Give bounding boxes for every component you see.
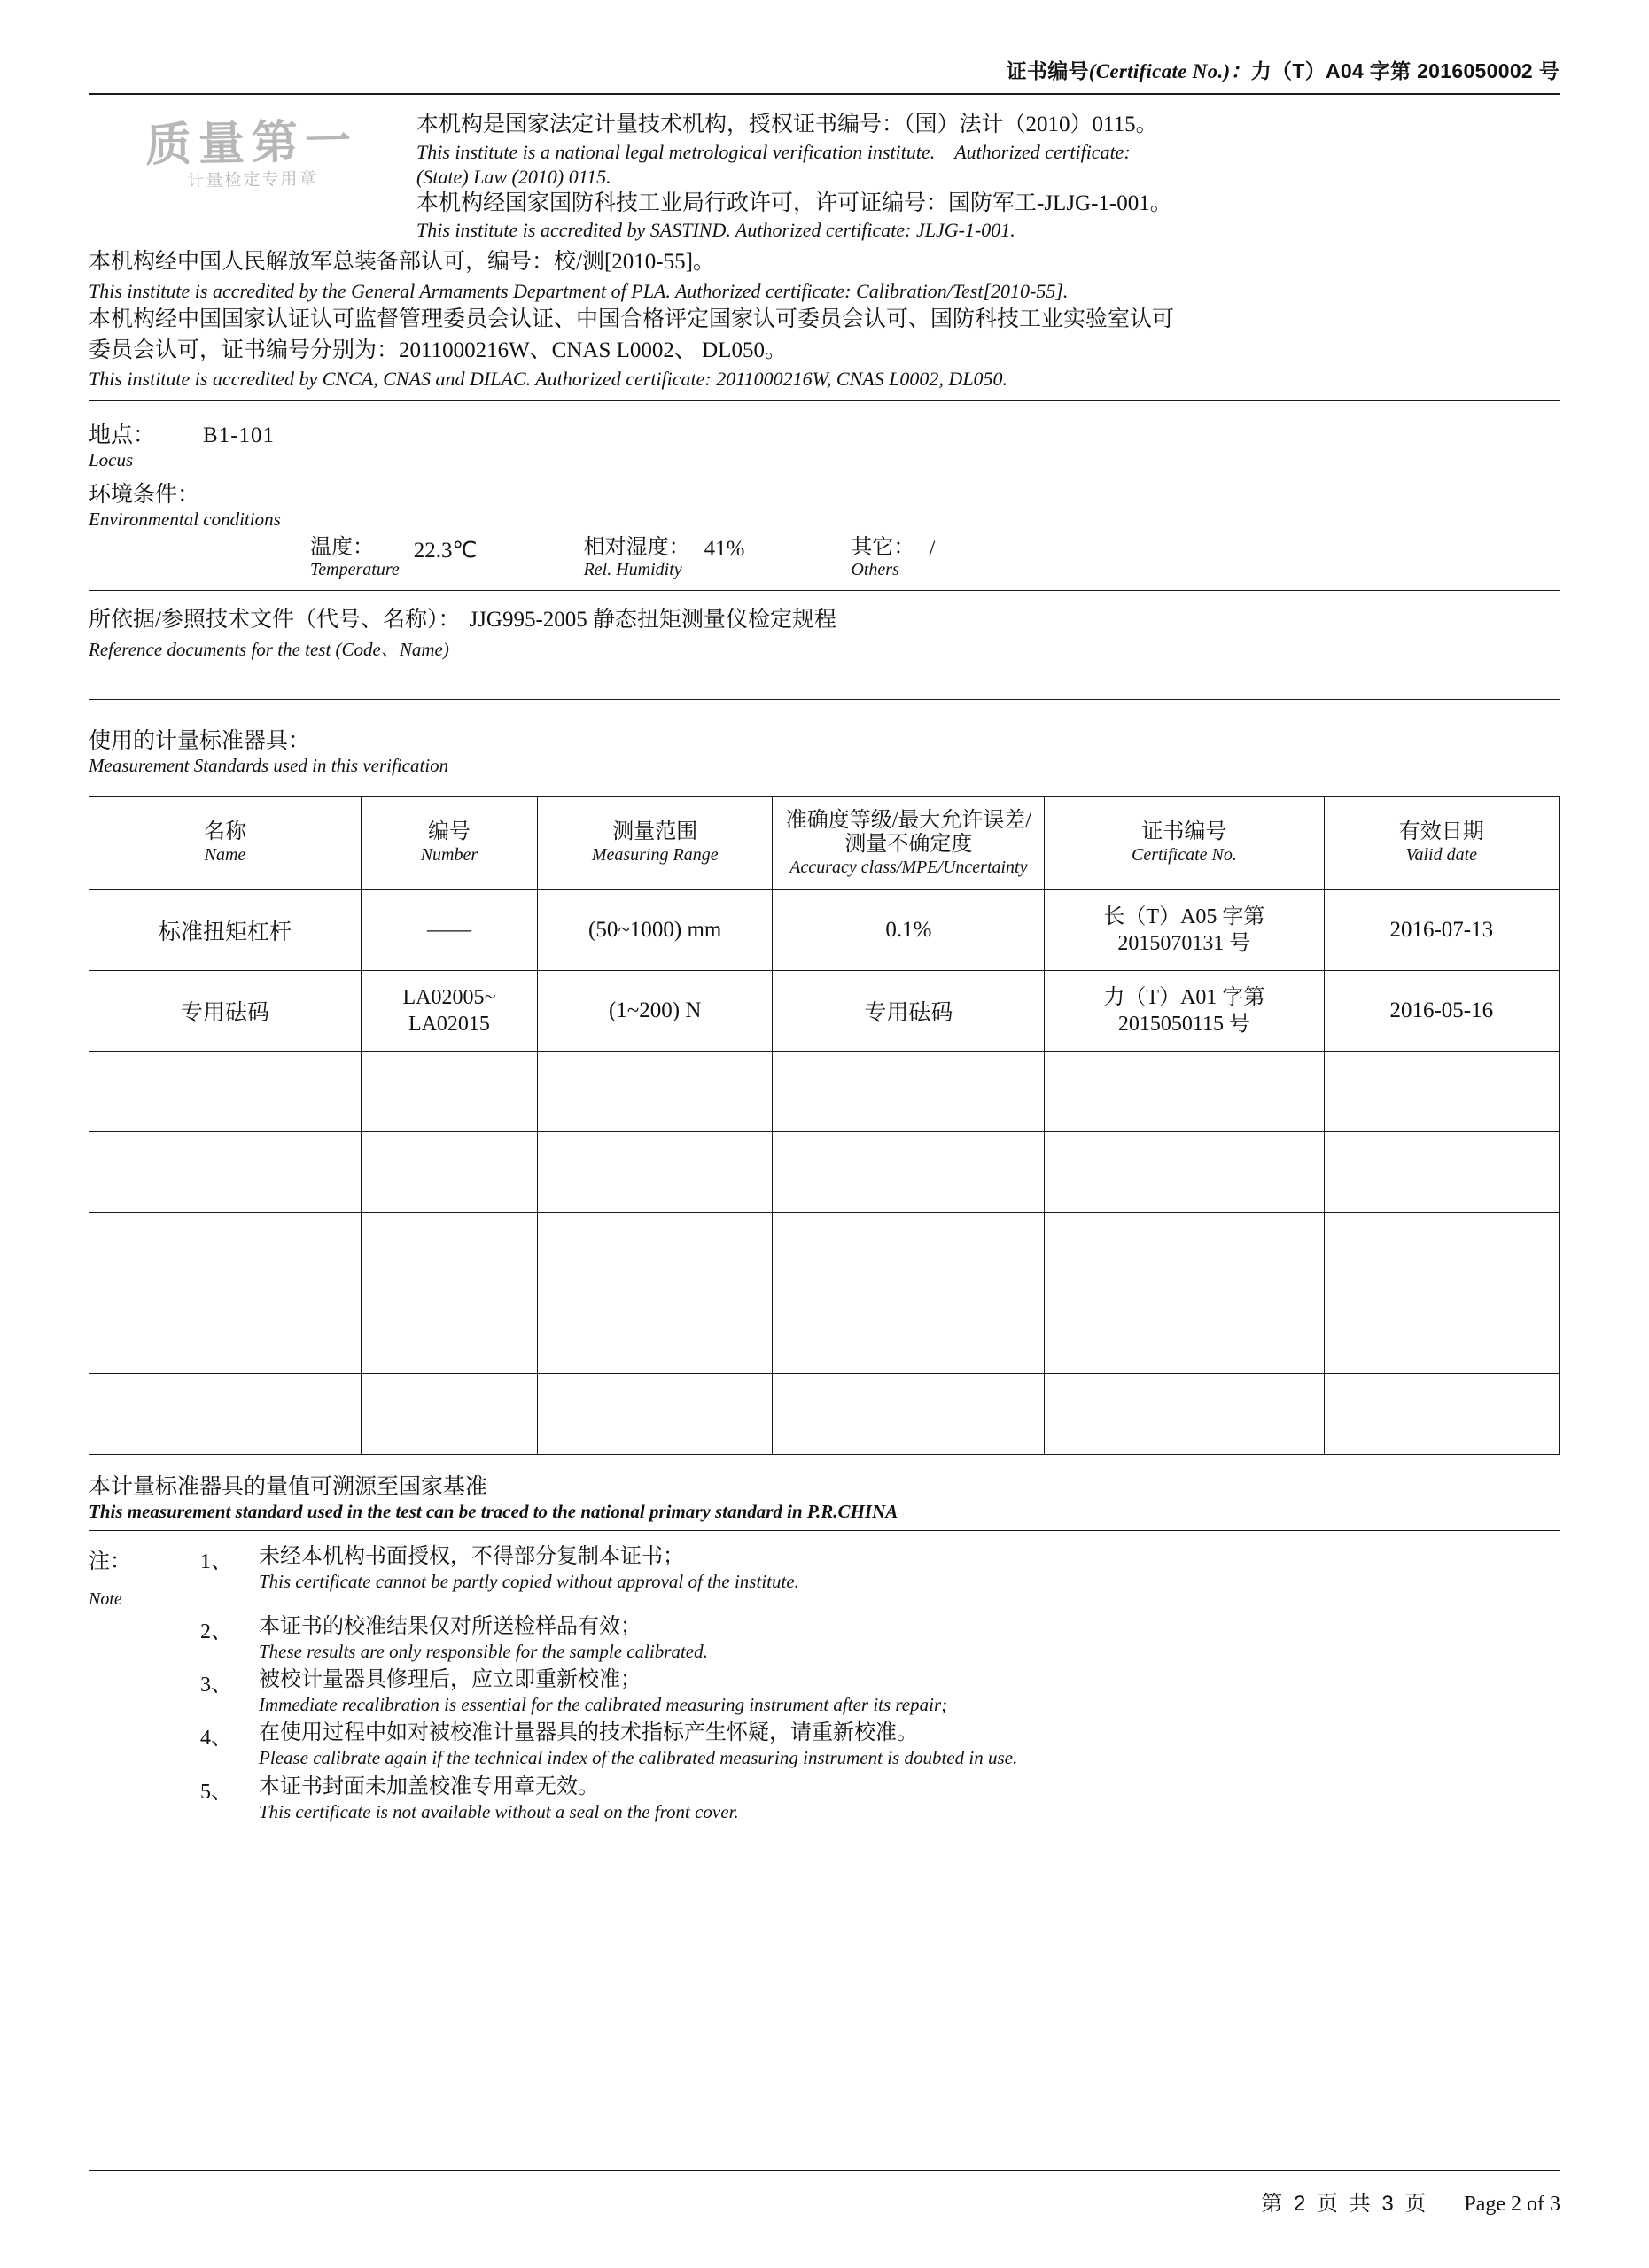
table-row-empty [89, 1212, 1560, 1293]
note-item [89, 1720, 1560, 1769]
certificate-number-header [89, 0, 1560, 84]
table-row-empty [89, 1131, 1560, 1212]
note-item [89, 1613, 1560, 1663]
cell-name: 专用砝码 [89, 970, 362, 1051]
note-text-cn: 本证书的校准结果仅对所送检样品有效； [259, 1614, 642, 1638]
cell-empty [89, 1131, 362, 1212]
institute-divider [89, 400, 1560, 401]
environment-block [89, 477, 1560, 579]
cell-empty [361, 1131, 537, 1212]
note-number: 4、 [200, 1727, 232, 1751]
footer-divider [89, 2170, 1560, 2171]
temperature-value: 22.3℃ [413, 539, 478, 563]
cell-empty [89, 1293, 362, 1373]
cell-empty [1045, 1051, 1324, 1131]
others-item [851, 536, 935, 579]
temperature-item [310, 536, 478, 579]
col-range-en: Measuring Range [591, 844, 719, 865]
reference-divider [89, 699, 1560, 700]
standards-table-header-row [89, 796, 1560, 889]
environment-divider [89, 590, 1560, 591]
col-valid-date-en: Valid date [1405, 844, 1478, 865]
col-number-en: Number [420, 844, 478, 865]
reference-label-cn: 所依据/参照技术文件（代号、名称）： [89, 607, 461, 632]
traceability-block [89, 1469, 1560, 1523]
col-valid-date [1324, 796, 1559, 889]
institute-block [89, 111, 1560, 392]
header-divider [89, 93, 1560, 95]
cell-empty [537, 1131, 772, 1212]
cell-empty [1324, 1373, 1559, 1454]
traceability-en: This measurement standard used in the test can be traced to the national primary standard in P.R.CHINA [89, 1500, 898, 1522]
environment-label-en: Environmental conditions [89, 509, 281, 531]
others-value: / [929, 537, 936, 562]
cell-number [361, 970, 537, 1051]
notes-head-en: Note [89, 1588, 122, 1609]
cell-empty [361, 1373, 537, 1454]
note-text-en: This certificate is not available without a seal on the front cover. [259, 1800, 739, 1822]
note-item [89, 1666, 1560, 1716]
note-text-cn: 本证书封面未加盖校准专用章无效。 [259, 1775, 599, 1798]
cell-empty [361, 1051, 537, 1131]
cell-name: 标准扭矩杠杆 [89, 889, 362, 970]
temperature-label-cn: 温度： [310, 536, 374, 560]
page-footer [89, 2161, 1560, 2217]
others-label-en: Others [851, 559, 899, 579]
cell-empty [773, 1051, 1045, 1131]
table-row-empty [89, 1293, 1560, 1373]
col-certificate [1045, 796, 1324, 889]
cell-empty [1045, 1373, 1324, 1454]
cell-empty [773, 1212, 1045, 1293]
traceability-divider [89, 1530, 1560, 1531]
page-number-en: Page 2 of 3 [1464, 2193, 1560, 2216]
cell-certificate [1045, 889, 1324, 970]
note-text-cn: 被校计量器具修理后，应立即重新校准； [259, 1668, 642, 1692]
institute-seal-stamp [105, 113, 400, 256]
humidity-item [584, 536, 745, 579]
reference-label-en: Reference documents for the test (Code、Name) [89, 638, 449, 660]
cell-empty [1045, 1131, 1324, 1212]
humidity-label-en: Rel. Humidity [583, 559, 682, 579]
standards-heading [89, 723, 1560, 777]
institute-line3-cn: 本机构经中国人民解放军总装备部认可，编号：校/测[2010-55]。 [89, 250, 715, 275]
table-row [89, 970, 1560, 1051]
notes-head-cn: 注： [89, 1550, 131, 1573]
notes-head [89, 1543, 174, 1593]
certificate-number-label-cn: 证书编号 [1006, 59, 1089, 82]
certificate-number-label-en: (Certificate No.)： [1088, 60, 1251, 82]
cell-empty [537, 1293, 772, 1373]
reference-documents-block [89, 602, 1560, 662]
cell-certificate-line1: 力（T）A01 字第 [1103, 985, 1265, 1009]
col-number-cn: 编号 [427, 820, 471, 844]
cell-accuracy: 专用砝码 [773, 970, 1045, 1051]
standards-title-en: Measurement Standards used in this verification [89, 754, 449, 776]
cell-empty [89, 1051, 362, 1131]
cell-number-line2: LA02015 [408, 1012, 490, 1036]
certificate-number-value: 力（T）A04 字第 2016050002 号 [1250, 59, 1560, 82]
cell-range: (50~1000) mm [537, 889, 772, 970]
col-name [89, 796, 362, 889]
col-certificate-en: Certificate No. [1131, 844, 1237, 865]
table-row [89, 889, 1560, 970]
cell-empty [1045, 1212, 1324, 1293]
notes-block [89, 1543, 1560, 1823]
cell-certificate-line2: 2015070131 号 [1117, 931, 1251, 955]
temperature-label-en: Temperature [310, 559, 400, 579]
cell-accuracy: 0.1% [773, 889, 1045, 970]
locus-value: B1-101 [203, 423, 276, 448]
institute-line1-cn: 本机构是国家法定计量技术机构，授权证书编号：（国）法计（2010）0115。 [416, 113, 1158, 136]
note-text-cn: 未经本机构书面授权，不得部分复制本证书； [259, 1544, 684, 1568]
note-text-cn: 在使用过程中如对被校准计量器具的技术指标产生怀疑，请重新校准。 [259, 1721, 918, 1745]
col-certificate-cn: 证书编号 [1141, 820, 1227, 844]
col-range-cn: 测量范围 [612, 820, 698, 844]
cell-empty [537, 1373, 772, 1454]
institute-line3-en: This institute is accredited by the General Armaments Department of PLA. Authorized certificate: Calibration/Test[2010-55]. [89, 279, 1069, 302]
table-row-empty [89, 1051, 1560, 1131]
cell-range: (1~200) N [537, 970, 772, 1051]
cell-empty [773, 1293, 1045, 1373]
cell-empty [361, 1212, 537, 1293]
locus-label-en: Locus [89, 449, 134, 471]
institute-line4-cn-a: 本机构经中国国家认证认可监督管理委员会认证、中国合格评定国家认可委员会认可、国防科技工业实验室认可 [89, 307, 1175, 332]
col-number [361, 796, 537, 889]
cell-empty [1045, 1293, 1324, 1373]
col-valid-date-cn: 有效日期 [1398, 820, 1484, 844]
cell-certificate-line1: 长（T）A05 字第 [1103, 905, 1265, 928]
note-text-en: These results are only responsible for the sample calibrated. [259, 1640, 708, 1662]
col-accuracy [773, 796, 1045, 889]
cell-number: —— [361, 889, 537, 970]
note-number: 3、 [200, 1674, 232, 1697]
cell-empty [1324, 1051, 1559, 1131]
institute-line1-en: This institute is a national legal metrological verification institute. Authorized certificate: [416, 140, 1131, 163]
cell-empty [773, 1373, 1045, 1454]
cell-empty [1324, 1293, 1559, 1373]
cell-empty [89, 1212, 362, 1293]
col-name-en: Name [204, 844, 246, 865]
seal-text: 质量第一 [144, 113, 359, 173]
cell-empty [537, 1212, 772, 1293]
others-label-cn: 其它： [851, 536, 915, 560]
institute-line1-en-cont: (State) Law (2010) 0115. [416, 165, 611, 188]
institute-line4-en: This institute is accredited by CNCA, CNAS and DILAC. Authorized certificate: 2011000216W, CNAS L0002, DL050. [89, 368, 1008, 391]
environment-label-cn: 环境条件： [89, 483, 200, 508]
note-number: 1、 [200, 1550, 232, 1573]
locus-label-cn: 地点： [89, 423, 156, 448]
note-number: 5、 [200, 1780, 232, 1804]
institute-line2-cn: 本机构经国家国防科技工业局行政许可，许可证编号：国防军工-JLJG-1-001。 [416, 190, 1172, 215]
cell-certificate [1045, 970, 1324, 1051]
humidity-value: 41% [704, 537, 745, 562]
cell-certificate-line2: 2015050115 号 [1117, 1012, 1250, 1036]
note-item [89, 1774, 1560, 1823]
locus-row [89, 417, 1560, 471]
table-row-empty [89, 1373, 1560, 1454]
col-range [537, 796, 772, 889]
seal-subtext: 计量检定专用章 [187, 168, 318, 191]
standards-table [89, 796, 1560, 1455]
col-accuracy-en: Accuracy class/MPE/Uncertainty [789, 857, 1028, 877]
cell-number-line1: LA02005~ [402, 985, 496, 1009]
reference-value: JJG995-2005 静态扭矩测量仪检定规程 [469, 607, 837, 632]
note-text-en: This certificate cannot be partly copied without approval of the institute. [259, 1570, 799, 1592]
traceability-cn: 本计量标准器具的量值可溯源至国家基准 [89, 1474, 488, 1499]
standards-title-cn: 使用的计量标准器具： [89, 728, 311, 753]
institute-line4-cn-b: 委员会认可，证书编号分别为：2011000216W、CNAS L0002、 DL050。 [89, 338, 787, 362]
cell-empty [361, 1293, 537, 1373]
note-text-en: Immediate recalibration is essential for the calibrated measuring instrument after its repair; [259, 1694, 948, 1716]
cell-empty [537, 1051, 772, 1131]
col-accuracy-cn: 准确度等级/最大允许误差/测量不确定度 [785, 808, 1032, 857]
note-text-en: Please calibrate again if the technical index of the calibrated measuring instrument is doubted in use. [259, 1747, 1018, 1769]
cell-empty [89, 1373, 362, 1454]
cell-valid-date: 2016-05-16 [1324, 970, 1559, 1051]
cell-empty [1324, 1212, 1559, 1293]
cell-valid-date: 2016-07-13 [1324, 889, 1559, 970]
cell-empty [1324, 1131, 1559, 1212]
humidity-label-cn: 相对湿度： [583, 536, 690, 560]
page-number-cn: 第 2 页 共 3 页 [1261, 2192, 1429, 2216]
institute-line2-en: This institute is accredited by SASTIND. Authorized certificate: JLJG-1-001. [416, 219, 1015, 242]
note-item [89, 1543, 1560, 1593]
note-number: 2、 [200, 1619, 232, 1643]
cell-empty [773, 1131, 1045, 1212]
col-name-cn: 名称 [203, 820, 246, 844]
